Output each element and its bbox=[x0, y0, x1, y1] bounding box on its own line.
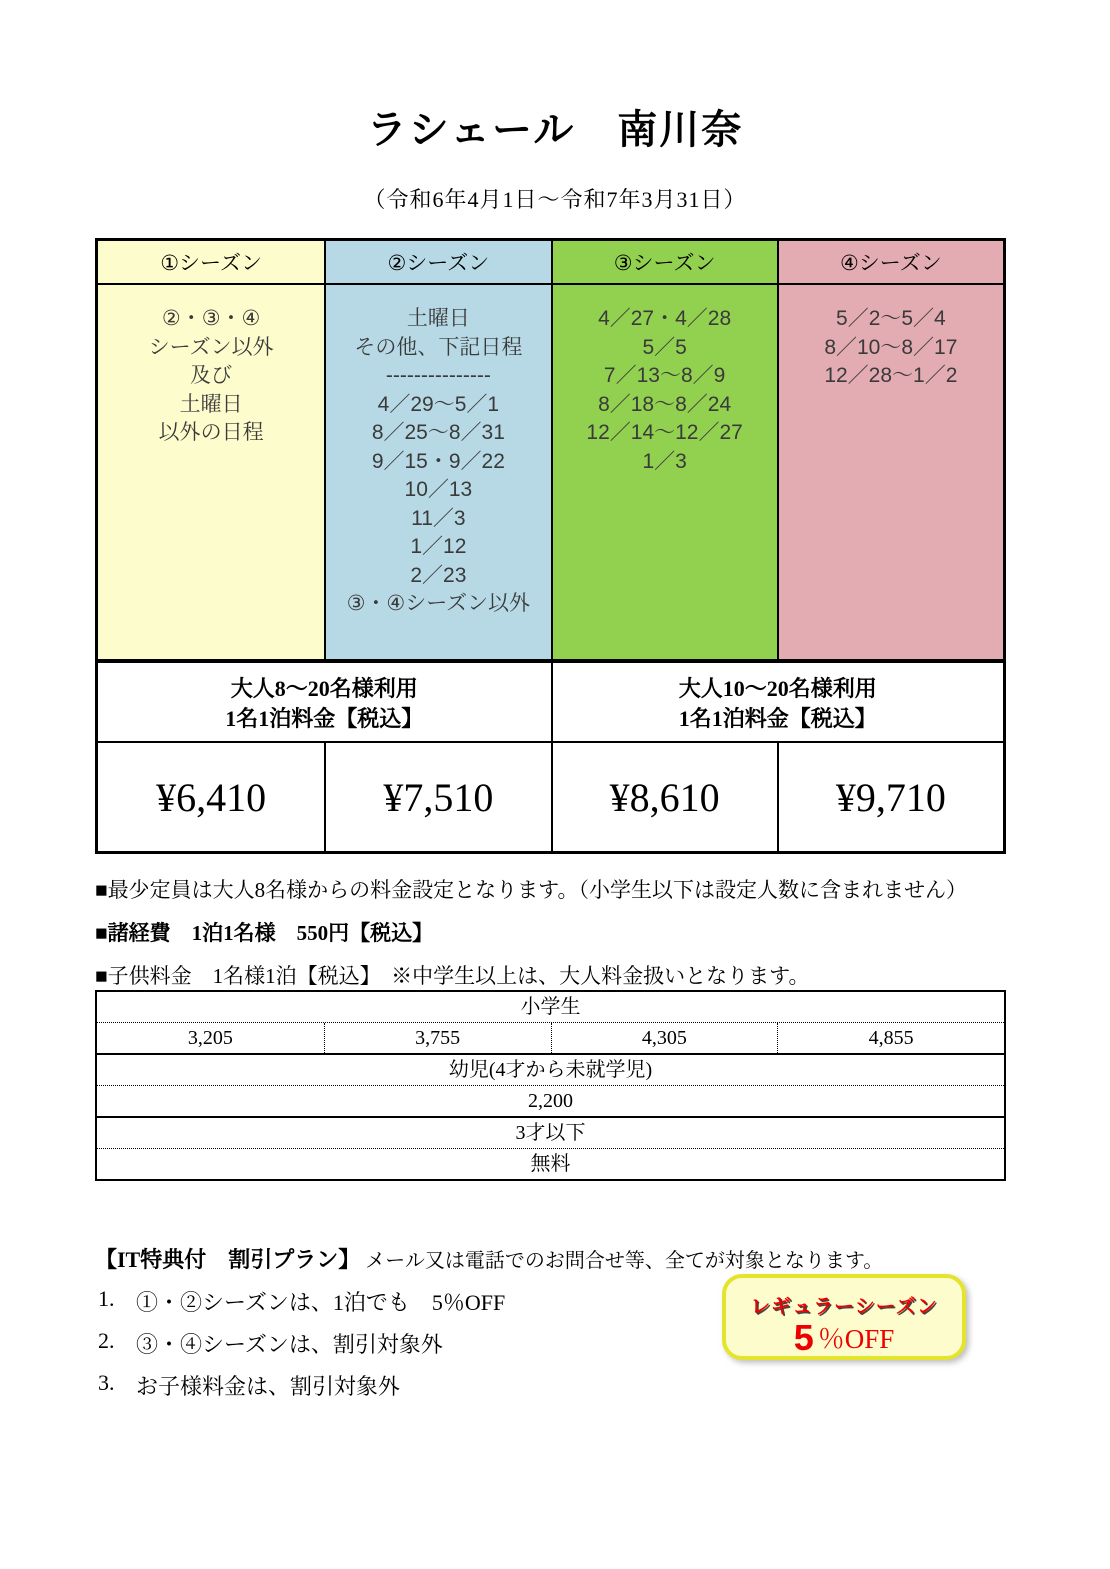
note-min-capacity: ■最少定員は大人8名様からの料金設定となります。（小学生以下は設定人数に含まれません） bbox=[95, 878, 968, 902]
season-dates-2: 土曜日 その他、下記日程 --------------- 4／29～5／1 8／25～8／31 9／15・9／22 10／13 11／3 1／12 2／23 ③・④シーズン以外 bbox=[324, 283, 550, 659]
discount-item-2 bbox=[98, 1328, 443, 1359]
child-row-elementary-label: 小学生 bbox=[520, 996, 581, 1018]
capacity-line2: 1名1泊料金【税込】 bbox=[678, 706, 877, 731]
child-row-elementary-prices: 3,205 3,755 4,305 4,855 bbox=[97, 1022, 1004, 1053]
season-dates-3: 4／27・4／28 5／5 7／13～8／9 8／18～8／24 12／14～12／27 1／3 bbox=[551, 283, 777, 659]
price-season-4: ¥9,710 bbox=[777, 741, 1003, 851]
discount-item-number: 3. bbox=[98, 1370, 115, 1395]
discount-plan-subtitle: メール又は電話でのお問合せ等、全てが対象となります。 bbox=[360, 1250, 884, 1272]
discount-item-1 bbox=[98, 1286, 505, 1317]
price-season-2: ¥7,510 bbox=[324, 741, 550, 851]
season-dates-4: 5／2～5／4 8／10～8／17 12／28～1／2 bbox=[777, 283, 1003, 659]
season-dates-1: ②・③・④ シーズン以外 及び 土曜日 以外の日程 bbox=[98, 283, 324, 659]
child-price-table bbox=[95, 990, 1006, 1181]
discount-item-text: ①・②シーズンは、1泊でも 5％OFF bbox=[136, 1290, 506, 1315]
child-row-toddler-price: 2,200 bbox=[97, 1085, 1004, 1116]
season-header-2: ②シーズン bbox=[324, 241, 550, 283]
capacity-note-left bbox=[98, 659, 551, 741]
badge-discount-suffix: ％OFF bbox=[817, 1324, 895, 1354]
season-header-1: ①シーズン bbox=[98, 241, 324, 283]
discount-item-number: 1. bbox=[98, 1286, 115, 1311]
note-child-fee: ■子供料金 1名様1泊【税込】 ※中学生以上は、大人料金扱いとなります。 bbox=[95, 964, 810, 988]
discount-item-text: ③・④シーズンは、割引対象外 bbox=[136, 1332, 443, 1357]
discount-item-3 bbox=[98, 1370, 400, 1401]
capacity-line1: 大人10～20名様利用 bbox=[678, 676, 877, 701]
capacity-line1: 大人8～20名様利用 bbox=[230, 676, 418, 701]
capacity-note-right bbox=[551, 659, 1004, 741]
note-expenses: ■諸経費 1泊1名様 550円【税込】 bbox=[95, 921, 434, 945]
season-header-3: ③シーズン bbox=[551, 241, 777, 283]
discount-item-text: お子様料金は、割引対象外 bbox=[136, 1374, 401, 1399]
capacity-line2: 1名1泊料金【税込】 bbox=[225, 706, 424, 731]
price-season-3: ¥8,610 bbox=[551, 741, 777, 851]
child-row-infant-label: 3才以下 bbox=[97, 1116, 1004, 1148]
season-header-4: ④シーズン bbox=[777, 241, 1003, 283]
regular-season-badge bbox=[722, 1274, 966, 1360]
season-price-table bbox=[95, 238, 1006, 854]
discount-item-number: 2. bbox=[98, 1328, 115, 1353]
discount-plan-heading bbox=[95, 1243, 883, 1274]
date-range-subtitle: （令和6年4月1日～令和7年3月31日） bbox=[363, 187, 747, 212]
badge-discount bbox=[726, 1317, 962, 1361]
discount-plan-title: 【IT特典付 割引プラン】 bbox=[95, 1247, 361, 1272]
price-season-1: ¥6,410 bbox=[98, 741, 324, 851]
badge-discount-number: 5 bbox=[793, 1317, 814, 1358]
page-title: ラシェール 南川奈 bbox=[366, 107, 744, 152]
child-row-toddler-label: 幼児(4才から未就学児) bbox=[97, 1053, 1004, 1085]
badge-title: レギュラーシーズン bbox=[750, 1296, 938, 1318]
child-row-infant-price: 無料 bbox=[97, 1148, 1004, 1179]
